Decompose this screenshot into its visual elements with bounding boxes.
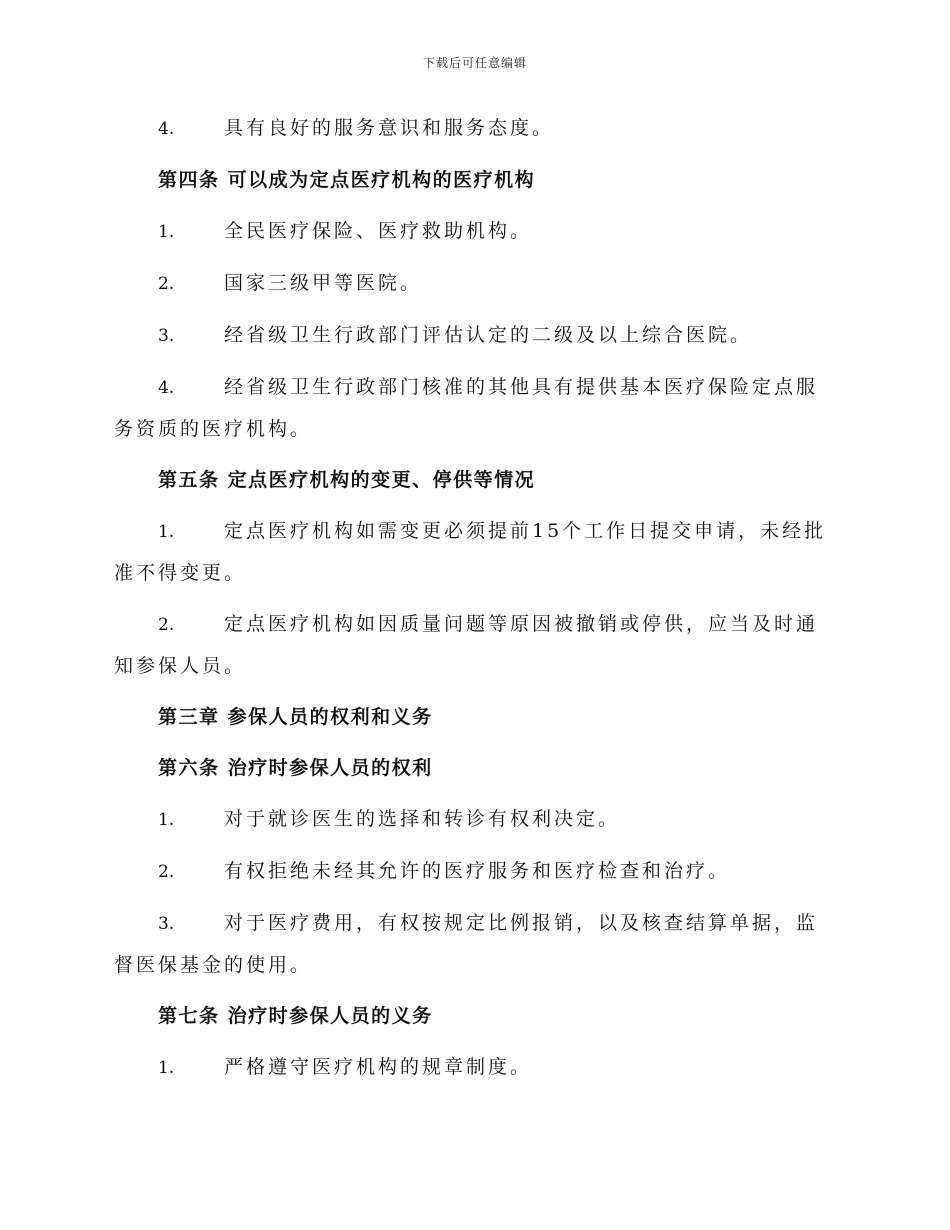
item-number: 1. (158, 810, 175, 830)
list-item (114, 604, 838, 687)
list-item (114, 108, 838, 150)
item-number: 2. (158, 862, 175, 882)
item-text: 对于就诊医生的选择和转诊有权利决定。 (224, 808, 621, 830)
item-number: 4. (158, 119, 175, 139)
list-item (114, 903, 838, 986)
item-text: 对于医疗费用，有权按规定比例报销，以及核查结算单据，监督医保基金的使用。 (114, 912, 819, 976)
item-text: 全民医疗保险、医疗救助机构。 (224, 220, 533, 242)
article-heading: 第六条 治疗时参保人员的权利 (158, 757, 433, 779)
item-text: 定点医疗机构如因质量问题等原因被撤销或停供，应当及时通知参保人员。 (114, 613, 819, 677)
article-heading: 第四条 可以成为定点医疗机构的医疗机构 (158, 169, 536, 191)
item-number: 4. (158, 378, 175, 398)
article-heading: 第五条 定点医疗机构的变更、停供等情况 (158, 469, 536, 491)
item-number: 3. (158, 326, 175, 346)
list-item (114, 1047, 838, 1089)
list-item (114, 367, 838, 450)
chapter-heading: 第三章 参保人员的权利和义务 (158, 706, 433, 728)
item-text: 有权拒绝未经其允许的医疗服务和医疗检查和治疗。 (224, 860, 731, 882)
item-text: 定点医疗机构如需变更必须提前15个工作日提交申请，未经批准不得变更。 (114, 520, 827, 584)
item-text: 严格遵守医疗机构的规章制度。 (224, 1056, 533, 1078)
list-item (114, 211, 838, 253)
item-number: 2. (158, 615, 175, 635)
item-number: 2. (158, 274, 175, 294)
list-item (114, 315, 838, 357)
document-body (114, 108, 838, 1089)
page-header: 下载后可任意编辑 (422, 56, 527, 70)
item-number: 1. (158, 522, 175, 542)
article-heading: 第七条 治疗时参保人员的义务 (158, 1005, 433, 1027)
item-text: 具有良好的服务意识和服务态度。 (224, 117, 555, 139)
item-text: 经省级卫生行政部门评估认定的二级及以上综合医院。 (224, 324, 753, 346)
item-text: 国家三级甲等医院。 (224, 272, 423, 294)
list-item (114, 851, 838, 893)
list-item (114, 263, 838, 305)
item-text: 经省级卫生行政部门核准的其他具有提供基本医疗保险定点服务资质的医疗机构。 (114, 376, 819, 440)
list-item (114, 511, 838, 594)
item-number: 3. (158, 914, 175, 934)
item-number: 1. (158, 1058, 175, 1078)
list-item (114, 799, 838, 841)
item-number: 1. (158, 222, 175, 242)
